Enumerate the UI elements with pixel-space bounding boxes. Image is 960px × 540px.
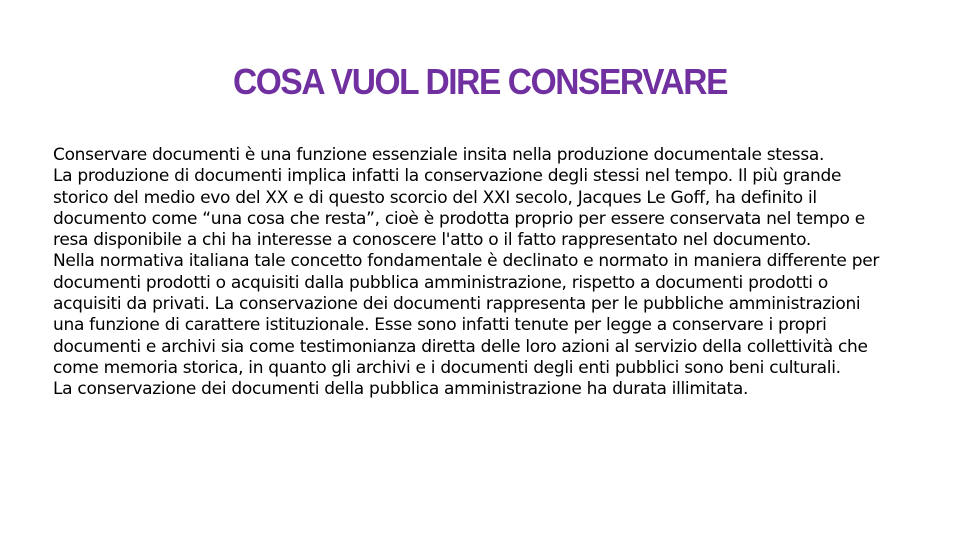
body-paragraph: La produzione di documenti implica infatti la conservazione degli stessi nel tempo. Il più grande storico del medio evo del XX e di questo scorcio del XXI secolo, Jacques Le Goff, ha definito il documento come “una cosa che resta”, cioè è prodotta proprio per essere conservata nel tempo e resa disponibile a chi ha interesse a conoscere l'atto o il fatto rappresentato nel documento. xyxy=(53,166,865,251)
slide-body xyxy=(53,145,888,401)
body-paragraph: Nella normativa italiana tale concetto fondamentale è declinato e normato in maniera differente per documenti prodotti o acquisiti dalla pubblica amministrazione, rispetto a documenti prodotti o acquisiti da privati. La conservazione dei documenti rappresenta per le pubbliche amministrazioni una funzione di carattere istituzionale. Esse sono infatti tenute per legge a conservare i propri documenti e archivi sia come testimonianza diretta delle loro azioni al servizio della collettività che come memoria storica, in quanto gli archivi e i documenti degli enti pubblici sono beni culturali. xyxy=(53,251,880,378)
slide-title: COSA VUOL DIRE CONSERVARE xyxy=(232,61,728,102)
body-paragraph: La conservazione dei documenti della pubblica amministrazione ha durata illimitata. xyxy=(53,379,749,400)
body-paragraph: Conservare documenti è una funzione essenziale insita nella produzione documentale stessa. xyxy=(53,145,825,165)
